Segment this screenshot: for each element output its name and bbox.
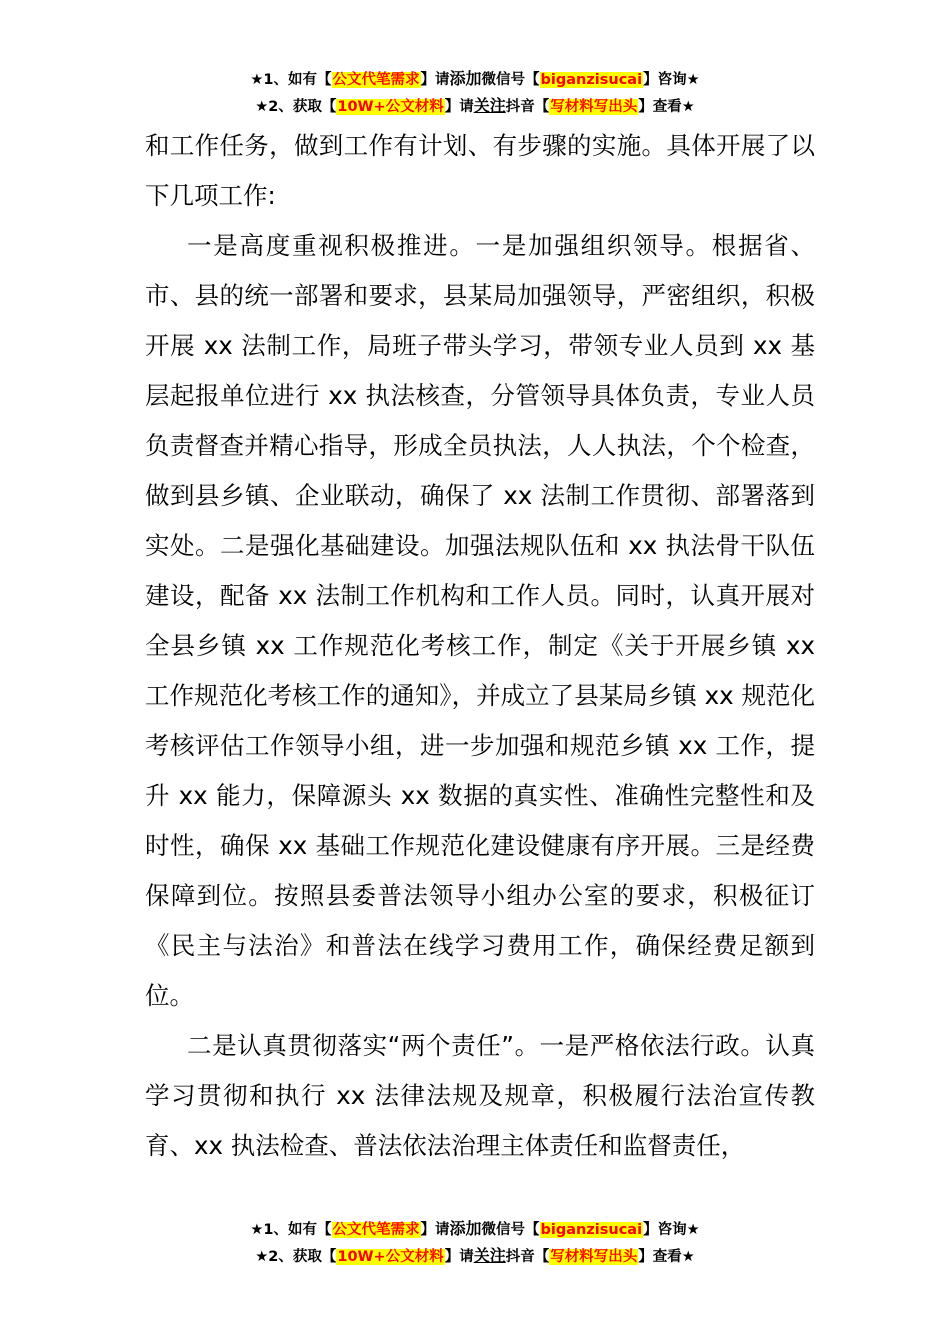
document-body (145, 121, 815, 1171)
banner-text: 】请 (444, 99, 474, 115)
banner-line-1 (0, 66, 950, 93)
highlight-douyin-account: 写材料写出头 (550, 99, 638, 115)
highlight-douyin-account: 写材料写出头 (550, 1249, 638, 1265)
banner-text: 】查看★ (638, 1249, 695, 1265)
banner-text: ★2、获取【 (255, 99, 337, 115)
banner-line-2 (0, 93, 950, 120)
highlight-wechat-id: biganzisucai (540, 72, 643, 88)
banner-text: ★2、获取【 (255, 1249, 337, 1265)
banner-text: 】请 (420, 1222, 450, 1238)
header-banner (0, 66, 950, 120)
banner-emphasis: 添加 (449, 1219, 482, 1238)
banner-text: 抖音【 (505, 1249, 550, 1265)
highlight-writing-service: 公文代笔需求 (332, 72, 420, 88)
highlight-writing-service: 公文代笔需求 (332, 1222, 420, 1238)
banner-text: 微信号【 (481, 72, 540, 88)
paragraph-continuation: 和工作任务，做到工作有计划、有步骤的实施。具体开展了以下几项工作: (145, 131, 815, 210)
paragraph-section-two: 二是认真贯彻落实“两个责任”。一是严格依法行政。认真学习贯彻和执行 xx 法律法规及规章，积极履行法治宣传教育、xx 执法检查、普法依法治理主体责任和监督责任， (145, 1031, 815, 1160)
banner-text: 】请 (420, 72, 450, 88)
footer-banner (0, 1216, 950, 1270)
banner-line-1 (0, 1216, 950, 1243)
highlight-wechat-id: biganzisucai (540, 1222, 643, 1238)
banner-emphasis: 关注 (473, 96, 506, 115)
banner-text: 抖音【 (505, 99, 550, 115)
banner-text: 】查看★ (638, 99, 695, 115)
banner-text: ★1、如有【 (250, 1222, 332, 1238)
banner-emphasis: 关注 (473, 1246, 506, 1265)
banner-text: 】请 (444, 1249, 474, 1265)
highlight-materials: 10W+公文材料 (337, 1249, 444, 1265)
paragraph-section-one: 一是高度重视积极推进。一是加强组织领导。根据省、市、县的统一部署和要求，县某局加强领导，严密组织，积极开展 xx 法制工作，局班子带头学习，带领专业人员到 xx 基层起报单位进行 xx 执法核查，分管领导具体负责，专业人员负责督查并精心指导，形成全员执法，人人执法，个个检查，做到县乡镇、企业联动，确保了 xx 法制工作贯彻、部署落到实处。二是强化基础建设。加强法规队伍和 xx 执法骨干队伍建设，配备 xx 法制工作机构和工作人员。同时，认真开展对全县乡镇 xx 工作规范化考核工作，制定《关于开展乡镇 xx 工作规范化考核工作的通知》，并成立了县某局乡镇 xx 规范化考核评估工作领导小组，进一步加强和规范乡镇 xx 工作，提升 xx 能力，保障源头 xx 数据的真实性、准确性完整性和及时性，确保 xx 基础工作规范化建设健康有序开展。三是经费保障到位。按照县委普法领导小组办公室的要求，积极征订《民主与法治》和普法在线学习费用工作，确保经费足额到位。 (145, 231, 815, 1010)
banner-emphasis: 添加 (449, 69, 482, 88)
banner-text: 微信号【 (481, 1222, 540, 1238)
highlight-materials: 10W+公文材料 (337, 99, 444, 115)
banner-line-2 (0, 1243, 950, 1270)
banner-text: 】咨询★ (643, 72, 700, 88)
banner-text: 】咨询★ (643, 1222, 700, 1238)
banner-text: ★1、如有【 (250, 72, 332, 88)
